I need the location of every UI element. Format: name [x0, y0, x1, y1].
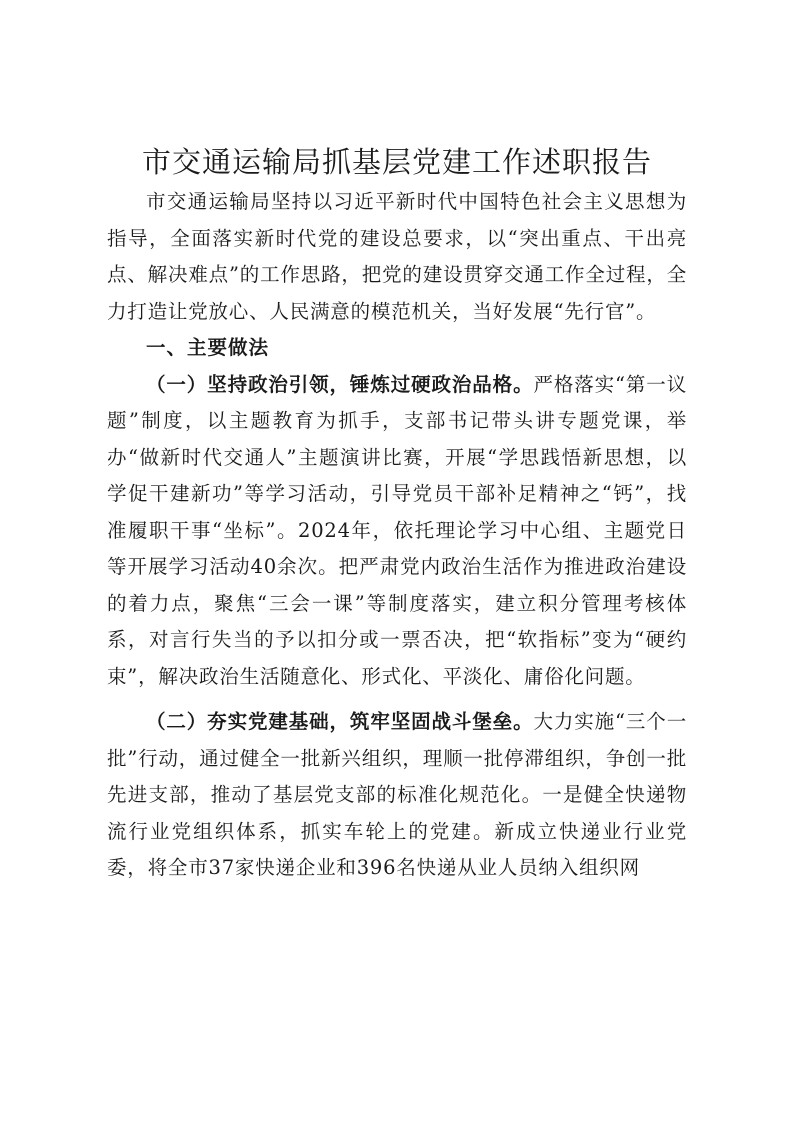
item-1-paragraph [107, 367, 687, 696]
item-1-lead: （一）坚持政治引领，锤炼过硬政治品格。 [146, 372, 534, 396]
item-1-body: 严格落实“第一议题”制度，以主题教育为抓手，支部书记带头讲专题党课，举办“做新时代交通人”主题演讲比赛，开展“学思践悟新思想，以学促干建新功”等学习活动，引导党员干部补足精神之“钙”，找准履职干事“坐标”。2024年，依托理论学习中心组、主题党日等开展学习活动40余次。把严肃党内政治生活作为推进政治建设的着力点，聚焦“三会一课”等制度落实，建立积分管理考核体系，对言行失当的予以扣分或一票否决，把“软指标”变为“硬约束”，解决政治生活随意化、形式化、平淡化、庸俗化问题。 [107, 372, 688, 688]
intro-paragraph: 市交通运输局坚持以习近平新时代中国特色社会主义思想为指导，全面落实新时代党的建设总要求，以“突出重点、干出亮点、解决难点”的工作思路，把党的建设贯穿交通工作全过程，全力打造让党放心、人民满意的模范机关，当好发展“先行官”。 [107, 190, 687, 323]
paragraph-gap [107, 695, 687, 704]
item-2-paragraph [107, 704, 687, 887]
item-2-body: 大力实施“三个一批”行动，通过健全一批新兴组织，理顺一批停滞组织，争创一批先进支部，推动了基层党支部的标准化规范化。一是健全快递物流行业党组织体系，抓实车轮上的党建。新成立快递业行业党委，将全市37家快递企业和396名快递从业人员纳入组织网 [107, 710, 688, 879]
document-page [107, 140, 687, 887]
document-title: 市交通运输局抓基层党建工作述职报告 [141, 145, 652, 179]
item-2-lead: （二）夯实党建基础，筑牢坚固战斗堡垒。 [146, 710, 534, 733]
section-heading-main-practices: 一、主要做法 [146, 336, 270, 359]
